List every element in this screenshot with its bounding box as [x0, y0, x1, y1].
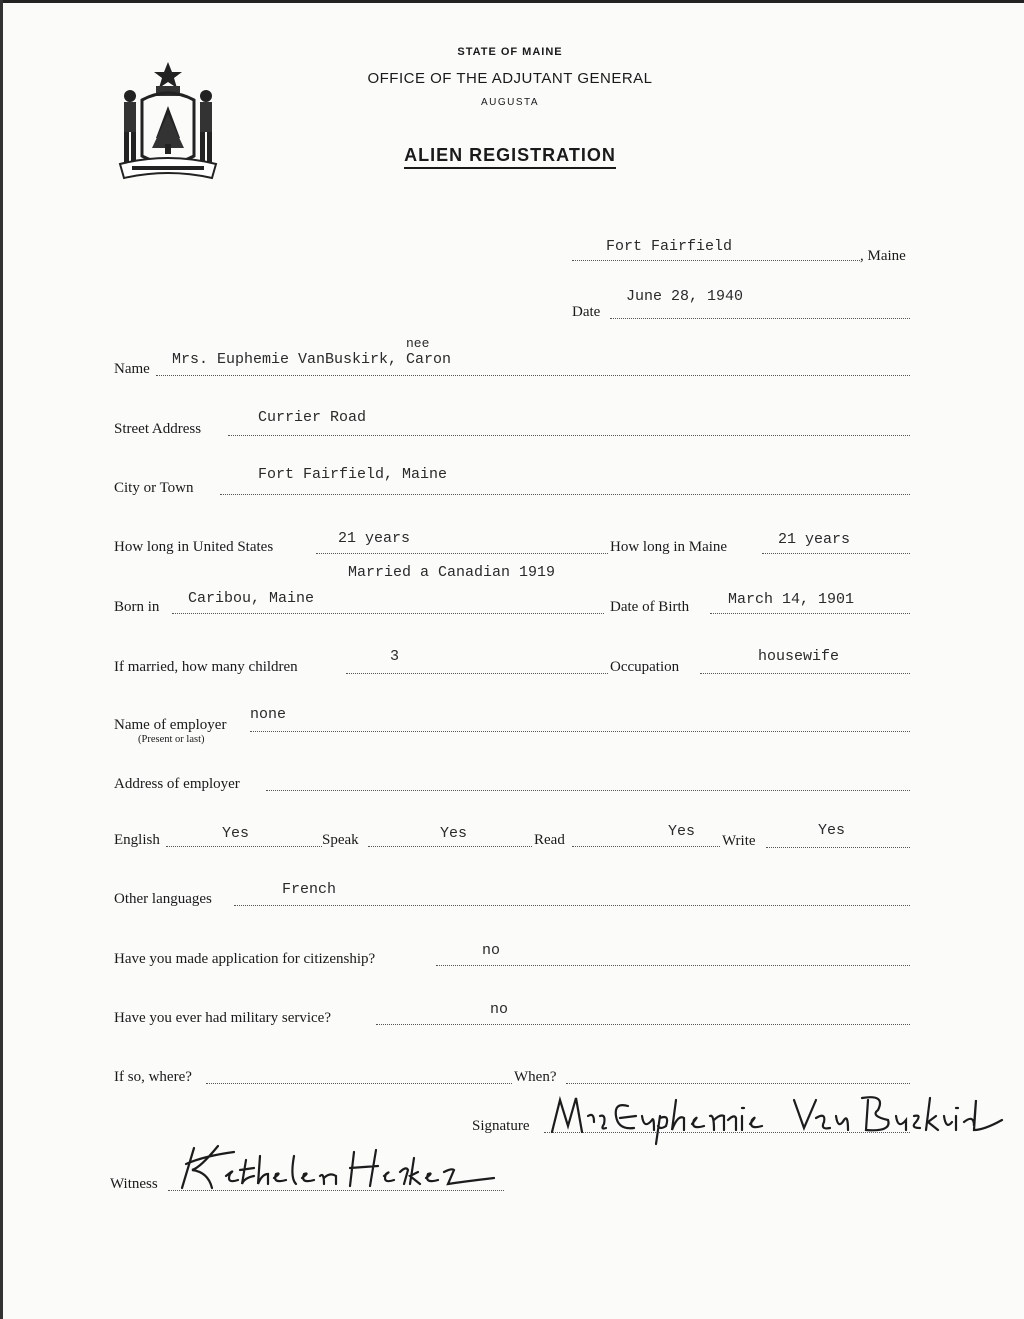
- us-years-value: 21 years: [338, 530, 411, 547]
- citizenship-line: [436, 965, 910, 966]
- location-suffix: , Maine: [860, 248, 906, 264]
- employer-label: Name of employer: [114, 717, 227, 733]
- witness-label: Witness: [110, 1176, 158, 1192]
- city-label: City or Town: [114, 480, 194, 496]
- us-years-label: How long in United States: [114, 539, 274, 555]
- speak-label: Speak: [322, 832, 359, 848]
- dob-line: [710, 613, 910, 614]
- employer-value: none: [250, 706, 287, 723]
- speak-line: [368, 846, 532, 847]
- location-value: Fort Fairfield: [606, 238, 733, 255]
- form-title-text: ALIEN REGISTRATION: [404, 145, 616, 169]
- employer-address-label: Address of employer: [114, 776, 240, 792]
- dob-value: March 14, 1901: [728, 591, 855, 608]
- citizenship-label: Have you made application for citizenship?: [114, 951, 376, 967]
- military-value: no: [490, 1001, 509, 1018]
- military-line: [376, 1024, 910, 1025]
- write-value: Yes: [818, 822, 846, 839]
- city-line: [220, 494, 910, 495]
- employer-line: [250, 731, 910, 732]
- other-languages-line: [234, 905, 910, 906]
- employer-address-line: [266, 790, 910, 791]
- other-languages-value: French: [282, 881, 337, 898]
- name-line: [156, 375, 910, 376]
- english-value: Yes: [222, 825, 250, 842]
- occupation-line: [700, 673, 910, 674]
- occupation-value: housewife: [758, 648, 840, 665]
- children-label: If married, how many children: [114, 659, 298, 675]
- name-annotation: nee: [406, 336, 430, 351]
- married-note: Married a Canadian 1919: [348, 564, 556, 581]
- date-line: [610, 318, 910, 319]
- born-value: Caribou, Maine: [188, 590, 315, 607]
- english-label: English: [114, 832, 160, 848]
- us-years-line: [316, 553, 608, 554]
- maine-years-line: [762, 553, 910, 554]
- maine-years-label: How long in Maine: [610, 539, 728, 555]
- signature-handwriting: [544, 1086, 1006, 1148]
- children-line: [346, 673, 608, 674]
- occupation-label: Occupation: [610, 659, 680, 675]
- street-value: Currier Road: [258, 409, 367, 426]
- children-value: 3: [390, 648, 400, 665]
- speak-value: Yes: [440, 825, 468, 842]
- other-languages-label: Other languages: [114, 891, 212, 907]
- signature-label: Signature: [472, 1118, 530, 1134]
- citizenship-value: no: [482, 942, 501, 959]
- street-label: Street Address: [114, 421, 202, 437]
- where-line: [206, 1083, 512, 1084]
- street-line: [228, 435, 910, 436]
- where-label: If so, where?: [114, 1069, 192, 1085]
- scan-edge-left: [0, 0, 3, 1319]
- employer-sublabel: (Present or last): [138, 734, 205, 745]
- date-value: June 28, 1940: [626, 288, 744, 305]
- when-label: When?: [514, 1069, 557, 1085]
- write-label: Write: [722, 833, 756, 849]
- write-line: [766, 847, 910, 848]
- english-line: [166, 846, 322, 847]
- when-line: [566, 1083, 910, 1084]
- born-label: Born in: [114, 599, 160, 615]
- dob-label: Date of Birth: [610, 599, 690, 615]
- date-label: Date: [572, 304, 601, 320]
- scan-edge-top: [0, 0, 1024, 3]
- location-line: [572, 260, 860, 261]
- header-office: OFFICE OF THE ADJUTANT GENERAL: [367, 70, 653, 87]
- name-value: Mrs. Euphemie VanBuskirk, Caron: [172, 351, 452, 368]
- maine-state-seal-icon: [112, 56, 224, 186]
- military-label: Have you ever had military service?: [114, 1010, 331, 1026]
- maine-years-value: 21 years: [778, 531, 851, 548]
- read-label: Read: [534, 832, 565, 848]
- header-city: AUGUSTA: [480, 97, 540, 108]
- read-line: [572, 846, 720, 847]
- read-value: Yes: [668, 823, 696, 840]
- witness-handwriting: [164, 1138, 508, 1198]
- name-label: Name: [114, 361, 150, 377]
- born-line: [172, 613, 604, 614]
- header-state: STATE OF MAINE: [457, 46, 563, 58]
- form-title: [340, 145, 680, 166]
- city-value: Fort Fairfield, Maine: [258, 466, 448, 483]
